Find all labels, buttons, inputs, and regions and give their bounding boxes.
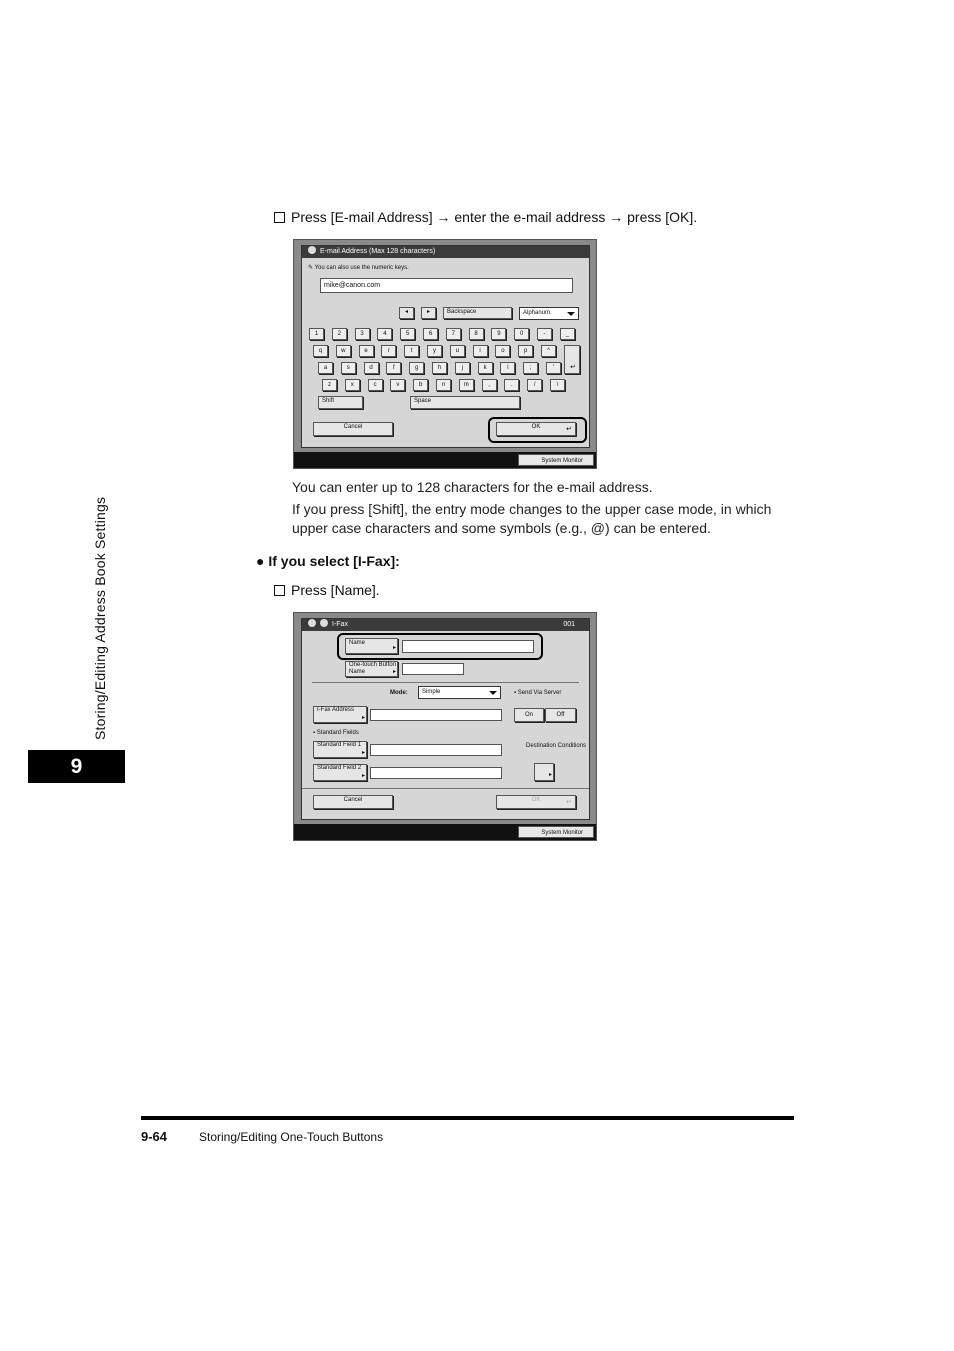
chapter-number-tab: 9 xyxy=(28,750,125,783)
mode-select[interactable]: Simple xyxy=(418,686,501,699)
email-dialog-title: E-mail Address (Max 128 characters) xyxy=(320,248,436,255)
key-row1-5[interactable]: 6 xyxy=(423,328,438,340)
step-name xyxy=(274,582,380,598)
key-row2-8[interactable]: o xyxy=(495,345,510,357)
divider xyxy=(302,788,589,789)
checkbox-bullet-icon xyxy=(274,585,285,596)
key-row1-9[interactable]: 0 xyxy=(514,328,529,340)
name-field[interactable] xyxy=(402,640,534,653)
key-row1-2[interactable]: 3 xyxy=(355,328,370,340)
email-dialog xyxy=(301,245,590,448)
step-name-text: Press [Name]. xyxy=(291,582,380,598)
key-row4-4[interactable]: b xyxy=(413,379,428,391)
destination-conditions-button[interactable] xyxy=(534,763,554,781)
key-row4-3[interactable]: v xyxy=(390,379,405,391)
step-email-text: Press [E-mail Address] → enter the e-mail address → press [OK]. xyxy=(291,209,698,225)
note-shift-mode: If you press [Shift], the entry mode changes to the upper case mode, in which upper case characters and some symbols (e.g., @) can be entered. xyxy=(292,501,772,536)
key-row3-6[interactable]: j xyxy=(455,362,470,374)
key-row1-1[interactable]: 2 xyxy=(332,328,347,340)
status-bar xyxy=(294,452,596,468)
key-row1-6[interactable]: 7 xyxy=(446,328,461,340)
send-via-server-on-button[interactable]: On xyxy=(514,708,544,722)
key-row2-10[interactable]: ^ xyxy=(541,345,556,357)
key-row2-9[interactable]: p xyxy=(518,345,533,357)
key-row4-10[interactable]: \ xyxy=(550,379,565,391)
copy-mode-icon xyxy=(308,619,316,627)
enter-key[interactable] xyxy=(564,345,580,374)
key-row2-6[interactable]: u xyxy=(450,345,465,357)
standard-field-2-button[interactable]: Standard Field 2 ▸ xyxy=(313,764,367,781)
key-row2-3[interactable]: r xyxy=(381,345,396,357)
key-row4-7[interactable]: , xyxy=(482,379,497,391)
key-row2-7[interactable]: i xyxy=(473,345,488,357)
ok-button[interactable]: OK ↵ xyxy=(496,795,576,809)
input-mode-select[interactable]: Alphanum. xyxy=(519,307,579,320)
key-row2-4[interactable]: t xyxy=(404,345,419,357)
cancel-button[interactable]: Cancel xyxy=(313,795,393,809)
page-number: 9-64 xyxy=(141,1129,168,1144)
space-key[interactable]: Space xyxy=(410,396,520,409)
standard-field-2-input[interactable] xyxy=(370,767,502,779)
ifax-dialog-titlebar xyxy=(302,619,589,631)
key-row4-6[interactable]: m xyxy=(459,379,474,391)
onetouch-name-field[interactable] xyxy=(402,663,464,675)
key-row1-0[interactable]: 1 xyxy=(309,328,324,340)
key-row1-10[interactable]: - xyxy=(537,328,552,340)
key-row2-0[interactable]: q xyxy=(313,345,328,357)
key-row4-8[interactable]: . xyxy=(504,379,519,391)
key-row1-11[interactable]: _ xyxy=(560,328,575,340)
destination-conditions-label: Destination Conditions xyxy=(526,743,587,749)
ifax-screen xyxy=(293,612,597,841)
ifax-address-button[interactable]: I-Fax Address ▸ xyxy=(313,706,367,723)
entry-number: 001 xyxy=(563,621,575,628)
key-row4-2[interactable]: c xyxy=(368,379,383,391)
key-row3-8[interactable]: l xyxy=(500,362,515,374)
step-email xyxy=(274,209,697,225)
key-row3-10[interactable]: ' xyxy=(546,362,561,374)
send-mode-icon xyxy=(320,619,328,627)
key-row2-1[interactable]: w xyxy=(336,345,351,357)
key-row1-8[interactable]: 9 xyxy=(491,328,506,340)
copy-mode-icon xyxy=(308,246,316,254)
footer-section-title: Storing/Editing One-Touch Buttons xyxy=(199,1130,384,1144)
key-row4-5[interactable]: n xyxy=(436,379,451,391)
mode-label: Mode: xyxy=(390,690,408,696)
standard-field-1-input[interactable] xyxy=(370,744,502,756)
system-monitor-button[interactable]: System Monitor xyxy=(518,826,594,838)
numeric-keys-hint: ✎ You can also use the numeric keys. xyxy=(308,265,409,271)
key-row3-4[interactable]: g xyxy=(409,362,424,374)
key-row2-2[interactable]: e xyxy=(359,345,374,357)
key-row3-5[interactable]: h xyxy=(432,362,447,374)
send-via-server-label: ▪ Send Via Server xyxy=(514,690,562,696)
key-row1-4[interactable]: 5 xyxy=(400,328,415,340)
status-bar xyxy=(294,824,596,840)
key-row1-7[interactable]: 8 xyxy=(469,328,484,340)
key-row2-5[interactable]: y xyxy=(427,345,442,357)
key-row4-9[interactable]: / xyxy=(527,379,542,391)
key-row1-3[interactable]: 4 xyxy=(377,328,392,340)
key-row4-1[interactable]: x xyxy=(345,379,360,391)
checkbox-bullet-icon xyxy=(274,212,285,223)
cursor-left-button[interactable]: ◂ xyxy=(399,307,414,319)
key-row3-7[interactable]: k xyxy=(478,362,493,374)
standard-field-1-button[interactable]: Standard Field 1 ▸ xyxy=(313,741,367,758)
email-dialog-titlebar xyxy=(302,246,589,258)
ifax-heading: ● If you select [I-Fax]: xyxy=(256,553,400,569)
bullet-icon: ● xyxy=(256,553,265,569)
cursor-right-button[interactable]: ▸ xyxy=(421,307,436,319)
email-address-input[interactable]: mike@canon.com xyxy=(320,278,573,293)
ifax-address-field[interactable] xyxy=(370,709,502,721)
key-row3-2[interactable]: d xyxy=(364,362,379,374)
key-row3-3[interactable]: f xyxy=(386,362,401,374)
ok-button[interactable]: OK ↵ xyxy=(496,422,576,436)
key-row3-1[interactable]: s xyxy=(341,362,356,374)
system-monitor-button[interactable]: System Monitor xyxy=(518,454,594,466)
ifax-dialog-title: I-Fax xyxy=(332,621,348,628)
key-row3-9[interactable]: ; xyxy=(523,362,538,374)
shift-key[interactable]: Shift xyxy=(318,396,363,409)
key-row4-0[interactable]: z xyxy=(322,379,337,391)
footer-rule xyxy=(141,1116,794,1120)
side-chapter-label: Storing/Editing Address Book Settings xyxy=(92,496,108,740)
cancel-button[interactable]: Cancel xyxy=(313,422,393,436)
send-via-server-off-button[interactable]: Off xyxy=(545,708,576,722)
note-char-limit: You can enter up to 128 characters for the e-mail address. xyxy=(292,479,653,495)
key-row3-0[interactable]: a xyxy=(318,362,333,374)
ifax-dialog xyxy=(301,618,590,820)
backspace-button[interactable]: Backspace xyxy=(443,307,512,319)
divider xyxy=(312,682,579,683)
email-entry-screen xyxy=(293,239,597,469)
name-button[interactable]: Name ▸ xyxy=(345,638,398,654)
standard-fields-label: ▪ Standard Fields xyxy=(313,730,359,736)
onetouch-name-button[interactable]: One-touch Button Name ▸ xyxy=(345,661,398,677)
